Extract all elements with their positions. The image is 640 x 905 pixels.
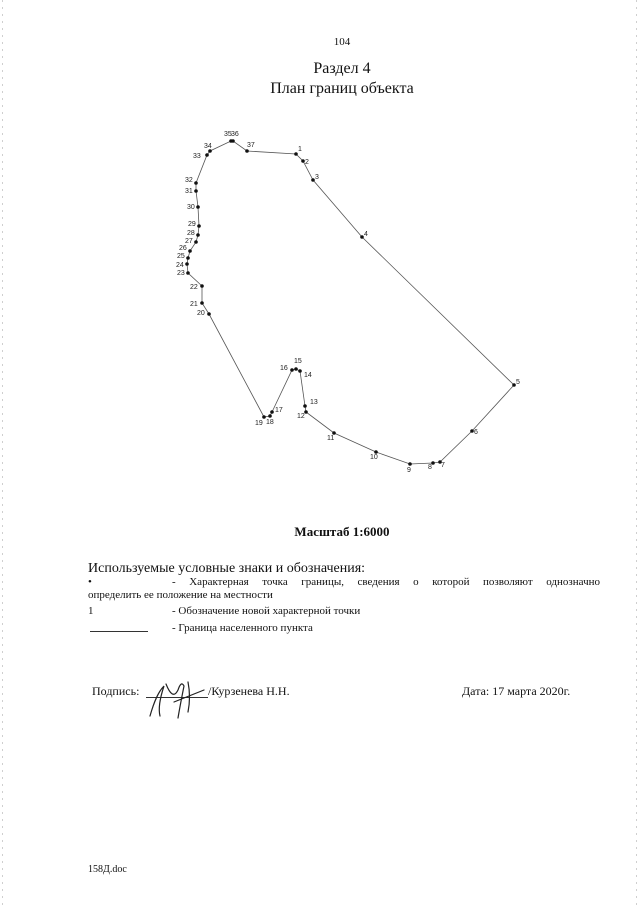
boundary-point-marker [186,256,190,260]
boundary-point-marker [262,415,266,419]
boundary-point-label: 36 [231,131,239,138]
boundary-point-marker [207,312,211,316]
boundary-point-marker [245,149,249,153]
boundary-point-marker [294,367,298,371]
boundary-point-marker [200,284,204,288]
boundary-point-label: 5 [516,379,520,386]
boundary-point-marker [303,404,307,408]
boundary-point-label: 14 [304,372,312,379]
boundary-point-marker [298,369,302,373]
boundary-point-marker [290,368,294,372]
boundary-point-label: 37 [247,142,255,149]
boundary-point-label: 34 [204,143,212,150]
boundary-point-marker [200,301,204,305]
boundary-point-marker [268,414,272,418]
boundary-point-label: 8 [428,464,432,471]
boundary-point-label: 29 [188,221,196,228]
scale-label: Масштаб 1:6000 [294,524,390,539]
boundary-point-label: 24 [176,262,184,269]
boundary-point-label: 13 [310,399,318,406]
legend-boundary-line [90,631,148,632]
boundary-point-label: 25 [177,253,185,260]
boundary-point-marker [231,139,235,143]
boundary-point-label: 15 [294,358,302,365]
boundary-point-marker [270,410,274,414]
boundary-point-marker [194,181,198,185]
boundary-point-label: 3 [315,174,319,181]
legend-point-text: - Характерная точка границы, сведения о которой позволяют однозначно [172,576,600,588]
boundary-point-label: 23 [177,270,185,277]
boundary-point-marker [197,224,201,228]
boundary-point-marker [194,189,198,193]
boundary-point-label: 35 [224,131,232,138]
boundary-point-label: 20 [197,310,205,317]
boundary-point-label: 10 [370,454,378,461]
boundary-point-marker [408,462,412,466]
boundary-point-label: 2 [305,159,309,166]
legend-point-text-continuation: определить ее положение на местности [88,589,273,601]
boundary-point-label: 33 [193,153,201,160]
section-title: Раздел 4 [313,60,371,77]
handwritten-signature [144,672,208,722]
document-date: Дата: 17 марта 2020г. [462,684,571,698]
boundary-point-label: 26 [179,245,187,252]
boundary-point-label: 16 [280,365,288,372]
boundary-point-marker [196,233,200,237]
boundary-point-label: 18 [266,419,274,426]
page-number: 104 [333,36,351,48]
legend-number-text: - Обозначение новой характерной точки [172,605,361,617]
boundary-point-label: 6 [474,429,478,436]
boundary-point-label: 9 [407,467,411,474]
signer-name: /Курзенева Н.Н. [208,684,290,698]
boundary-point-label: 19 [255,420,263,427]
boundary-point-marker [196,205,200,209]
plan-title: План границ объекта [270,80,414,97]
boundary-point-marker [185,262,189,266]
boundary-point-label: 28 [187,230,195,237]
legend-boundary-text: - Граница населенного пункта [172,622,313,634]
signature-label: Подпись: [92,684,140,698]
boundary-point-label: 27 [185,238,193,245]
legend-heading: Используемые условные знаки и обозначения: [88,561,366,576]
file-name: 158Д.doc [88,864,127,875]
boundary-point-label: 22 [190,284,198,291]
boundary-point-label: 31 [185,188,193,195]
legend-point-symbol: • [88,576,92,588]
boundary-points [176,131,520,474]
boundary-point-label: 11 [327,435,335,442]
boundary-point-label: 21 [190,301,198,308]
boundary-point-label: 4 [364,231,368,238]
legend-number-symbol: 1 [88,605,94,617]
boundary-point-label: 30 [187,204,195,211]
boundary-point-label: 7 [441,462,445,469]
boundary-point-label: 32 [185,177,193,184]
boundary-point-marker [186,271,190,275]
boundary-point-label: 12 [297,413,305,420]
boundary-point-label: 17 [275,407,283,414]
boundary-point-marker [188,249,192,253]
settlement-boundary [187,141,514,464]
boundary-point-label: 1 [298,146,302,153]
boundary-point-marker [205,153,209,157]
boundary-point-marker [194,240,198,244]
